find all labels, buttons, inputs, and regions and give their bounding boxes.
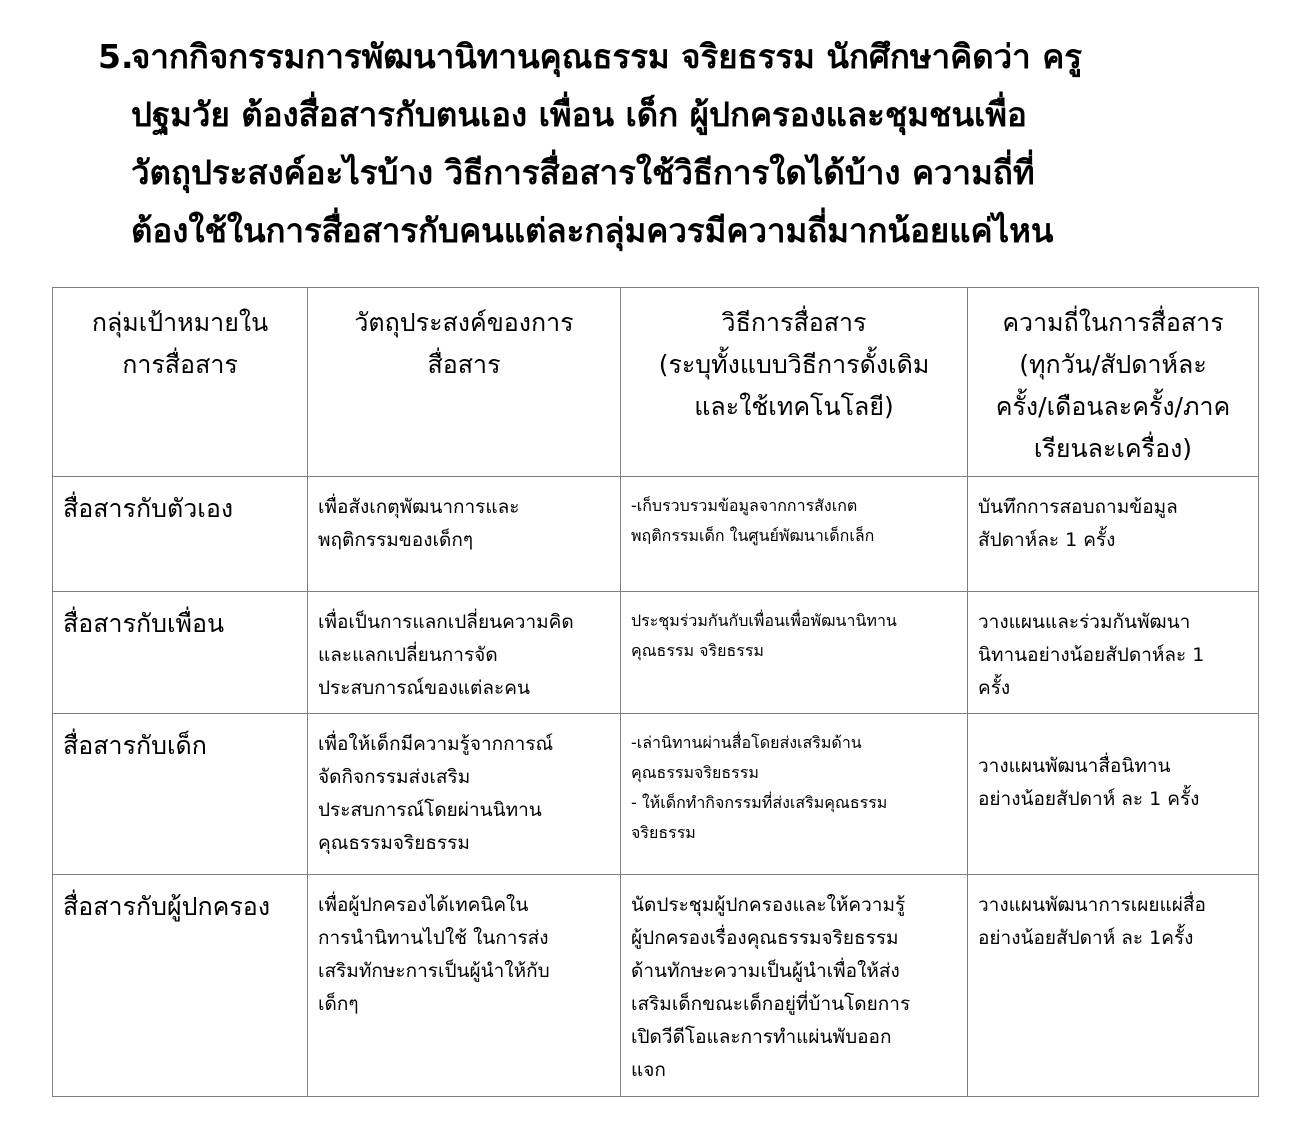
method-cell: -เก็บรวบรวมข้อมูลจากการสังเกต พฤติกรรมเด็ก ในศูนย์พัฒนาเด็กเล็ก	[621, 477, 968, 592]
question-line: 5.จากกิจกรรมการพัฒนานิทานคุณธรรม จริยธรรม นักศึกษาคิดว่า ครู	[98, 28, 1268, 86]
header-frequency: ความถี่ในการสื่อสาร (ทุกวัน/สัปดาห์ละ ครั้ง/เดือนละครั้ง/ภาค เรียนละเครื่อง)	[968, 288, 1259, 477]
table-row	[53, 477, 1259, 592]
table-row	[53, 592, 1259, 714]
table-row	[53, 714, 1259, 875]
objective-cell: เพื่อเป็นการแลกเปลี่ยนความคิด และแลกเปลี่ยนการจัด ประสบการณ์ของแต่ละคน	[308, 592, 621, 714]
frequency-cell: วางแผนพัฒนาการเผยแผ่สื่อ อย่างน้อยสัปดาห์ ละ 1ครั้ง	[968, 875, 1259, 1097]
question-line: ปฐมวัย ต้องสื่อสารกับตนเอง เพื่อน เด็ก ผู้ปกครองและชุมชนเพื่อ	[131, 95, 1027, 134]
frequency-cell: บันทึกการสอบถามข้อมูล สัปดาห์ละ 1 ครั้ง	[968, 477, 1259, 592]
target-group-cell: สื่อสารกับตัวเอง	[53, 477, 308, 592]
target-group-cell: สื่อสารกับเด็ก	[53, 714, 308, 875]
method-cell: ประชุมร่วมกันกับเพื่อนเพื่อพัฒนานิทาน คุณธรรม จริยธรรม	[621, 592, 968, 714]
table-row	[53, 875, 1259, 1097]
objective-cell: เพื่อสังเกตุพัฒนาการและ พฤติกรรมของเด็กๆ	[308, 477, 621, 592]
table-header-row	[53, 288, 1259, 477]
target-group-cell: สื่อสารกับเพื่อน	[53, 592, 308, 714]
frequency-cell: วางแผนพัฒนาสื่อนิทาน อย่างน้อยสัปดาห์ ละ 1 ครั้ง	[968, 714, 1259, 875]
method-cell: นัดประชุมผู้ปกครองและให้ความรู้ ผู้ปกครองเรื่องคุณธรรมจริยธรรม ด้านทักษะความเป็นผู้นำเพื่อให้ส่ง เสริมเด็กขณะเด็กอยู่ที่บ้านโดยการ เปิดวีดีโอและการทำแผ่นพับออก แจก	[621, 875, 968, 1097]
frequency-cell: วางแผนและร่วมกันพัฒนา นิทานอย่างน้อยสัปดาห์ละ 1 ครั้ง	[968, 592, 1259, 714]
objective-cell: เพื่อผู้ปกครองได้เทคนิคใน การนำนิทานไปใช้ ในการส่ง เสริมทักษะการเป็นผู้นำให้กับ เด็กๆ	[308, 875, 621, 1097]
objective-cell: เพื่อให้เด็กมีความรู้จากการณ์ จัดกิจกรรมส่งเสริม ประสบการณ์โดยผ่านนิทาน คุณธรรมจริยธรรม	[308, 714, 621, 875]
header-objective: วัตถุประสงค์ของการ สื่อสาร	[308, 288, 621, 477]
question-line: ต้องใช้ในการสื่อสารกับคนแต่ละกลุ่มควรมีความถี่มากน้อยแค่ไหน	[131, 211, 1054, 250]
question-line: วัตถุประสงค์อะไรบ้าง วิธีการสื่อสารใช้วิธีการใดได้บ้าง ความถี่ที่	[131, 153, 1035, 192]
header-method: วิธีการสื่อสาร (ระบุทั้งแบบวิธีการดั้งเดิม และใช้เทคโนโลยี)	[621, 288, 968, 477]
communication-table	[52, 287, 1259, 1097]
target-group-cell: สื่อสารกับผู้ปกครอง	[53, 875, 308, 1097]
question-number: 5.	[98, 37, 134, 76]
header-target-group: กลุ่มเป้าหมายใน การสื่อสาร	[53, 288, 308, 477]
question-text	[98, 28, 1268, 260]
method-cell: -เล่านิทานผ่านสื่อโดยส่งเสริมด้าน คุณธรรมจริยธรรม - ให้เด็กทำกิจกรรมที่ส่งเสริมคุณธรรม จริยธรรม	[621, 714, 968, 875]
